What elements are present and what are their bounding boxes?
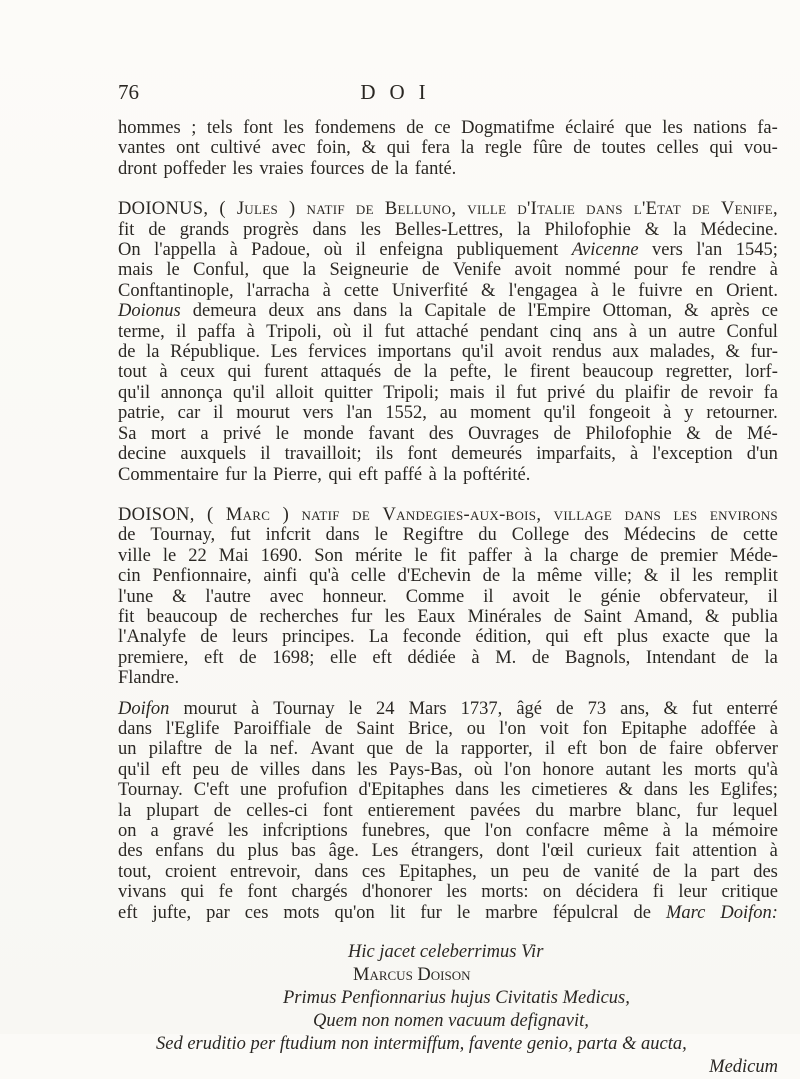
text-line: de la République. Les fervices importans qu'il avoit rendus aux malades, & fur- xyxy=(118,342,778,363)
page-body xyxy=(118,118,778,1079)
text-line: decine auxquels il travailloit; ils font demeurés imparfaits, à l'exception d'un xyxy=(118,444,778,465)
intro-paragraph xyxy=(118,118,778,179)
text-line: l'Analyfe de leurs principes. La feconde édition, qui eft plus exacte que la xyxy=(118,627,778,648)
text-line: fit de grands progrès dans les Belles-Lettres, la Philofophie & la Médecine. xyxy=(118,219,778,240)
text-line: Tournay. C'eft une profufion d'Epitaphes dans les cimetieres & dans les Eglifes; xyxy=(118,780,778,801)
text-line: dront poffeder les vraies fources de la fanté. xyxy=(118,158,457,179)
text-line: terme, il paffa à Tripoli, où il fut attaché pendant cinq ans à un autre Conful xyxy=(118,321,778,342)
running-head: DOI xyxy=(360,80,440,104)
text-line: Sa mort a privé le monde favant des Ouvrages de Philofophie & de Mé- xyxy=(118,423,778,444)
catchword: Medicum xyxy=(709,1057,778,1078)
text-line: hommes ; tels font les fondemens de ce Dogmatifme éclairé que les nations fa- xyxy=(118,118,778,138)
entry-heading-line: DOIONUS, ( Jules ) natif de Belluno, ville d'Italie dans l'Etat de Venife, xyxy=(118,199,778,220)
epitaph-line: Primus Penfionnarius hujus Civitatis Medicus, xyxy=(283,988,630,1009)
text-line: cin Penfionnaire, ainfi qu'à celle d'Echevin de la même ville; & il les remplit xyxy=(118,566,778,587)
epitaph-inscription xyxy=(118,941,778,1079)
text-line: on a gravé les infcriptions funebres, que l'on confacre même à la mémoire xyxy=(118,821,778,841)
text-line: vantes ont cultivé avec foin, & qui fera la regle fûre de toutes celles qui vou- xyxy=(118,138,778,159)
epitaph-line: Marcus Doison xyxy=(353,965,471,986)
page-header xyxy=(0,80,800,110)
entry-doionus xyxy=(118,199,778,485)
text-line: des enfans du plus bas âge. Les étrangers, dont l'œil curieux fait attention à xyxy=(118,841,778,862)
text-line: Commentaire fur la Pierre, qui eft paffé à la poftérité. xyxy=(118,464,531,485)
doison-death-paragraph xyxy=(118,699,778,923)
entry-doison xyxy=(118,505,778,689)
text-line: tout à ceux qui furent attaqués de la pefte, le firent beaucoup regretter, lorf- xyxy=(118,362,778,383)
text-line: Doionus demeura deux ans dans la Capitale de l'Empire Ottoman, & après ce xyxy=(118,301,778,322)
entry-heading-line: DOISON, ( Marc ) natif de Vandegies-aux-bois, village dans les environs xyxy=(118,504,778,525)
text-line: vivans qui fe font chargés d'honorer les morts: on décidera fi leur critique xyxy=(118,882,778,903)
text-line: qu'il annonça qu'il alloit quitter Tripoli; mais il fut privé du plaifir de revoir fa xyxy=(118,382,778,403)
epitaph-line: Hic jacet celeberrimus Vir xyxy=(348,942,544,963)
text-line: un pilaftre de la nef. Avant que de la rapporter, il eft bon de faire obferver xyxy=(118,739,778,760)
text-line: la plupart de celles-ci font entierement pavées du marbre blanc, fur lequel xyxy=(118,800,778,821)
text-line: l'une & l'autre avec honneur. Comme il avoit le génie obfervateur, il xyxy=(118,586,778,607)
epitaph-line: Quem non nomen vacuum defignavit, xyxy=(313,1011,589,1032)
epitaph-line: Sed eruditio per ftudium non intermiffum, favente genio, parta & aucta, xyxy=(156,1034,687,1055)
page-number: 76 xyxy=(118,80,139,104)
text-line: eft jufte, par ces mots qu'on lit fur le marbre fépulcral de Marc Doifon: xyxy=(118,902,778,923)
text-line: Doifon mourut à Tournay le 24 Mars 1737, âgé de 73 ans, & fut enterré xyxy=(118,698,778,719)
text-line: fit beaucoup de recherches fur les Eaux Minérales de Saint Amand, & publia xyxy=(118,606,778,627)
text-line: de Tournay, fut infcrit dans le Regiftre du College des Médecins de cette xyxy=(118,525,778,546)
text-line: mais le Conful, que la Seigneurie de Venife avoit nommé pour fe rendre à xyxy=(118,260,778,281)
text-line: Conftantinople, l'arracha à cette Univerfité & l'engagea à le fuivre en Orient. xyxy=(118,280,778,301)
text-line: On l'appella à Padoue, où il enfeigna publiquement Avicenne vers l'an 1545; xyxy=(118,240,778,261)
text-line: premiere, eft de 1698; elle eft dédiée à M. de Bagnols, Intendant de la xyxy=(118,647,778,668)
text-line: Flandre. xyxy=(118,668,180,689)
text-line: ville le 22 Mai 1690. Son mérite le fit paffer à la charge de premier Méde- xyxy=(118,545,778,566)
text-line: qu'il eft peu de villes dans les Pays-Bas, où l'on honore autant les morts qu'à xyxy=(118,759,778,780)
text-line: tout, croient entrevoir, dans ces Epitaphes, un peu de vanité de la part des xyxy=(118,861,778,882)
text-line: patrie, car il mourut vers l'an 1552, au moment qu'il fongeoit à y retourner. xyxy=(118,403,778,424)
text-line: dans l'Eglife Paroiffiale de Saint Brice, ou l'on voit fon Epitaphe adoffée à xyxy=(118,718,778,739)
